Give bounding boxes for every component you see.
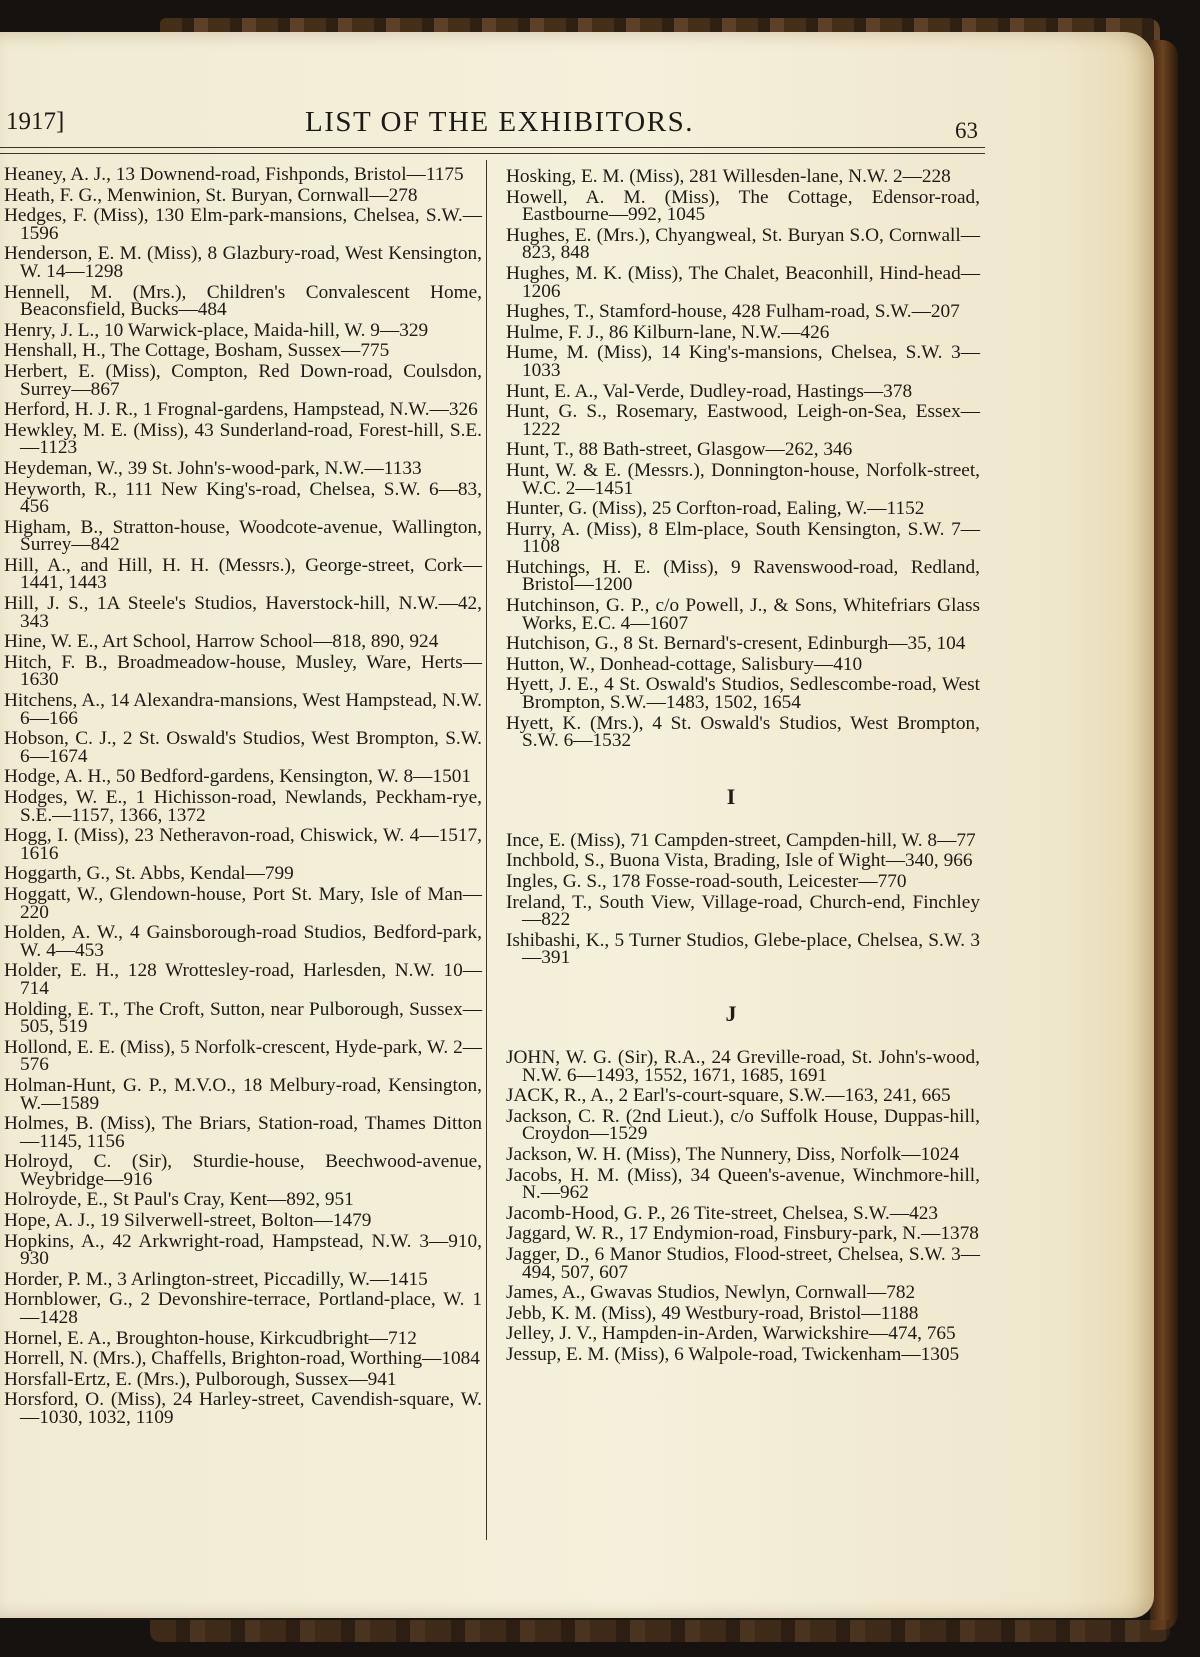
exhibitor-entry: Jackson, W. H. (Miss), The Nunnery, Diss, Norfolk—1024: [506, 1143, 960, 1165]
exhibitor-entry: Hornblower, G., 2 Devonshire-terrace, Portland-place, W. 1—1428: [4, 1289, 482, 1329]
exhibitor-entry: Hine, W. E., Art School, Harrow School—818, 890, 924: [4, 631, 439, 653]
exhibitor-entry: Hume, M. (Miss), 14 King's-mansions, Chelsea, S.W. 3—1033: [506, 342, 980, 381]
book-bottom-edge: [150, 1620, 1170, 1642]
exhibitor-entry: Herbert, E. (Miss), Compton, Red Down-road, Coulsdon, Surrey—867: [4, 360, 482, 400]
exhibitor-entry: Heydeman, W., 39 St. John's-wood-park, N.W.—1133: [4, 457, 422, 479]
exhibitor-entry: Ince, E. (Miss), 71 Campden-street, Campden-hill, W. 8—77: [506, 829, 976, 851]
section-heading-i: I: [726, 783, 736, 809]
book-spine-edge: [1150, 40, 1178, 1630]
exhibitor-entry: Hennell, M. (Mrs.), Children's Convalescent Home, Beaconsfield, Bucks—484: [4, 281, 482, 321]
exhibitor-entry: Hyett, J. E., 4 St. Oswald's Studios, Sedlescombe-road, West Brompton, S.W.—1483, 1502, 1654: [506, 674, 980, 714]
exhibitor-entry: Hunt, G. S., Rosemary, Eastwood, Leigh-on-Sea, Essex—1222: [506, 401, 980, 440]
exhibitor-entry: Heyworth, R., 111 New King's-road, Chelsea, S.W. 6—83, 456: [4, 478, 482, 518]
exhibitor-entry: Hoggarth, G., St. Abbs, Kendal—799: [4, 863, 294, 885]
exhibitor-entry: JOHN, W. G. (Sir), R.A., 24 Greville-road, St. John's-wood, N.W. 6—1493, 1552, 1671, 1685, 1691: [506, 1046, 980, 1086]
exhibitor-entry: Horsfall-Ertz, E. (Mrs.), Pulborough, Sussex—941: [4, 1368, 397, 1390]
exhibitor-entry: Heath, F. G., Menwinion, St. Buryan, Cornwall—278: [4, 184, 418, 206]
exhibitor-entry: Hitchens, A., 14 Alexandra-mansions, West Hampstead, N.W. 6—166: [4, 690, 482, 729]
exhibitor-entry: Howell, A. M. (Miss), The Cottage, Edensor-road, Eastbourne—992, 1045: [506, 186, 980, 226]
exhibitor-entry: Horsford, O. (Miss), 24 Harley-street, Cavendish-square, W.—1030, 1032, 1109: [4, 1389, 482, 1428]
exhibitor-entry: Henry, J. L., 10 Warwick-place, Maida-hill, W. 9—329: [4, 319, 429, 341]
exhibitor-entry: Hornel, E. A., Broughton-house, Kirkcudbright—712: [4, 1327, 417, 1349]
exhibitor-entry: Inchbold, S., Buona Vista, Brading, Isle of Wight—340, 966: [506, 850, 973, 872]
exhibitor-entry: Hutton, W., Donhead-cottage, Salisbury—410: [506, 653, 863, 675]
exhibitor-entry: Hobson, C. J., 2 St. Oswald's Studios, West Brompton, S.W. 6—1674: [4, 728, 482, 767]
exhibitor-entry: Hitch, F. B., Broadmeadow-house, Musley, Ware, Herts—1630: [4, 651, 482, 691]
exhibitor-entry: Horrell, N. (Mrs.), Chaffells, Brighton-road, Worthing—1084: [4, 1348, 480, 1370]
exhibitor-entry: Henshall, H., The Cottage, Bosham, Sussex—775: [4, 340, 390, 362]
exhibitor-entry: Jebb, K. M. (Miss), 49 Westbury-road, Bristol—1188: [506, 1302, 919, 1324]
exhibitor-entry: Hollond, E. E. (Miss), 5 Norfolk-crescent, Hyde-park, W. 2—576: [4, 1036, 482, 1076]
exhibitor-entry: Holding, E. T., The Croft, Sutton, near Pulborough, Sussex—505, 519: [4, 998, 482, 1038]
header-double-rule: [0, 147, 985, 154]
exhibitor-entry: Henderson, E. M. (Miss), 8 Glazbury-road, West Kensington, W. 14—1298: [4, 243, 482, 282]
exhibitor-entry: Jacobs, H. M. (Miss), 34 Queen's-avenue, Winchmore-hill, N.—962: [506, 1164, 980, 1204]
exhibitor-entry: Holder, E. H., 128 Wrottesley-road, Harlesden, N.W. 10—714: [4, 960, 482, 999]
exhibitor-entry: Hodges, W. E., 1 Hichisson-road, Newlands, Peckham-rye, S.E.—1157, 1366, 1372: [4, 787, 482, 826]
exhibitor-entry: Holroyd, C. (Sir), Sturdie-house, Beechwood-avenue, Weybridge—916: [4, 1151, 482, 1190]
page-title: LIST OF THE EXHIBITORS.: [305, 106, 694, 138]
exhibitor-entry: Hodge, A. H., 50 Bedford-gardens, Kensington, W. 8—1501: [4, 766, 471, 788]
exhibitor-entry: Hyett, K. (Mrs.), 4 St. Oswald's Studios, West Brompton, S.W. 6—1532: [506, 712, 980, 752]
exhibitor-entry: Jelley, J. V., Hampden-in-Arden, Warwickshire—474, 765: [506, 1323, 956, 1345]
left-column: [4, 166, 482, 1430]
exhibitor-entry: Hurry, A. (Miss), 8 Elm-place, South Kensington, S.W. 7—1108: [506, 518, 980, 558]
exhibitor-entry: Herford, H. J. R., 1 Frognal-gardens, Hampstead, N.W.—326: [4, 399, 478, 421]
exhibitor-entry: Hutchison, G., 8 St. Bernard's-cresent, Edinburgh—35, 104: [506, 633, 966, 655]
column-divider: [486, 160, 487, 1540]
exhibitor-entry: Hill, A., and Hill, H. H. (Messrs.), George-street, Cork—1441, 1443: [4, 554, 482, 594]
exhibitor-entry: Jacomb-Hood, G. P., 26 Tite-street, Chelsea, S.W.—423: [506, 1202, 939, 1224]
exhibitor-entry: Jagger, D., 6 Manor Studios, Flood-street, Chelsea, S.W. 3—494, 507, 607: [506, 1243, 980, 1283]
exhibitor-entry: Holman-Hunt, G. P., M.V.O., 18 Melbury-road, Kensington, W.—1589: [4, 1074, 482, 1114]
header-year: 1917]: [6, 108, 65, 135]
exhibitor-entry: Hulme, F. J., 86 Kilburn-lane, N.W.—426: [506, 321, 830, 343]
exhibitor-entry: Hill, J. S., 1A Steele's Studios, Haverstock-hill, N.W.—42, 343: [4, 593, 482, 632]
exhibitor-entry: Hoggatt, W., Glendown-house, Port St. Mary, Isle of Man—220: [4, 883, 482, 923]
exhibitor-entry: Ingles, G. S., 178 Fosse-road-south, Leicester—770: [506, 871, 907, 892]
section-heading-j: J: [725, 1000, 737, 1026]
exhibitor-entry: Hunt, E. A., Val-Verde, Dudley-road, Hastings—378: [506, 380, 913, 402]
exhibitor-entry: Holden, A. W., 4 Gainsborough-road Studios, Bedford-park, W. 4—453: [4, 922, 482, 961]
page-header: [0, 98, 980, 146]
exhibitor-entry: Hutchinson, G. P., c/o Powell, J., & Sons, Whitefriars Glass Works, E.C. 4—1607: [506, 595, 980, 634]
exhibitor-entry: Holmes, B. (Miss), The Briars, Station-road, Thames Ditton—1145, 1156: [4, 1113, 482, 1152]
exhibitor-entry: Horder, P. M., 3 Arlington-street, Piccadilly, W.—1415: [4, 1268, 428, 1290]
exhibitor-entry: Jaggard, W. R., 17 Endymion-road, Finsbury-park, N.—1378: [506, 1223, 979, 1245]
exhibitor-entry: Higham, B., Stratton-house, Woodcote-avenue, Wallington, Surrey—842: [4, 516, 482, 556]
exhibitor-entry: Jessup, E. M. (Miss), 6 Walpole-road, Twickenham—1305: [506, 1343, 960, 1365]
exhibitor-entry: Ireland, T., South View, Village-road, Church-end, Finchley—822: [506, 891, 980, 931]
exhibitor-entry: JACK, R., A., 2 Earl's-court-square, S.W.—163, 241, 665: [506, 1085, 951, 1107]
exhibitor-entry: James, A., Gwavas Studios, Newlyn, Cornwall—782: [506, 1282, 916, 1304]
exhibitor-entry: Hedges, F. (Miss), 130 Elm-park-mansions, Chelsea, S.W.—1596: [4, 205, 482, 244]
exhibitor-entry: Jackson, C. R. (2nd Lieut.), c/o Suffolk House, Duppas-hill, Croydon—1529: [506, 1105, 980, 1145]
exhibitor-entry: Ishibashi, K., 5 Turner Studios, Glebe-place, Chelsea, S.W. 3—391: [506, 929, 980, 969]
exhibitor-entry: Heaney, A. J., 13 Downend-road, Fishponds, Bristol—1175: [4, 164, 464, 185]
exhibitor-entry: Hogg, I. (Miss), 23 Netheravon-road, Chiswick, W. 4—1517, 1616: [4, 825, 482, 864]
exhibitor-entry: Hewkley, M. E. (Miss), 43 Sunderland-road, Forest-hill, S.E.—1123: [4, 419, 482, 459]
exhibitor-entry: Hopkins, A., 42 Arkwright-road, Hampstead, N.W. 3—910, 930: [4, 1230, 482, 1270]
right-column: [506, 168, 980, 1366]
exhibitor-entry: Hunt, W. & E. (Messrs.), Donnington-house, Norfolk-street, W.C. 2—1451: [506, 459, 980, 499]
exhibitor-entry: Hughes, M. K. (Miss), The Chalet, Beaconhill, Hind-head—1206: [506, 262, 980, 302]
exhibitor-entry: Hughes, T., Stamford-house, 428 Fulham-road, S.W.—207: [506, 301, 960, 323]
exhibitor-entry: Hutchings, H. E. (Miss), 9 Ravenswood-road, Redland, Bristol—1200: [506, 556, 980, 596]
exhibitor-entry: Hope, A. J., 19 Silverwell-street, Bolton—1479: [4, 1210, 372, 1232]
page-number: 63: [955, 118, 978, 143]
exhibitor-entry: Hunter, G. (Miss), 25 Corfton-road, Ealing, W.—1152: [506, 498, 925, 520]
exhibitor-entry: Hughes, E. (Mrs.), Chyangweal, St. Buryan S.O, Cornwall—823, 848: [506, 224, 980, 264]
exhibitor-entry: Hosking, E. M. (Miss), 281 Willesden-lane, N.W. 2—228: [506, 166, 951, 187]
exhibitor-entry: Hunt, T., 88 Bath-street, Glasgow—262, 346: [506, 439, 853, 461]
exhibitor-entry: Holroyde, E., St Paul's Cray, Kent—892, 951: [4, 1189, 354, 1211]
